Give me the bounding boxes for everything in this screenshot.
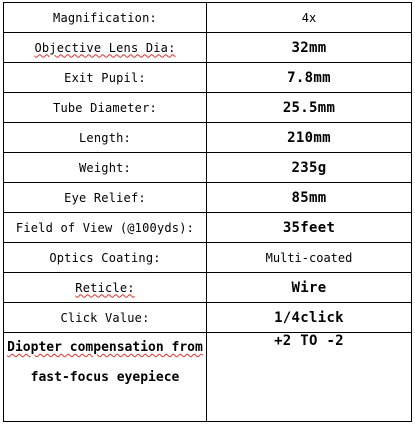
spec-value: 4x [207,3,412,33]
spec-table [3,2,412,422]
spec-row-weight [4,153,412,183]
spec-value: 25.5mm [207,93,412,123]
spec-value: 85mm [207,183,412,213]
spec-label: Click Value: [4,303,207,333]
spec-label-text: Reticle: [75,280,135,295]
spec-label-text: Objective Lens Dia: [34,40,176,55]
spec-row-field-of-view [4,213,412,243]
spec-label: Exit Pupil: [4,63,207,93]
diopter-label-line2: fast-focus eyepiece [30,370,180,385]
spec-row-magnification [4,3,412,33]
diopter-label-line1: Diopter compensation from [7,340,203,355]
spec-label: Eye Relief: [4,183,207,213]
spec-value: 235g [207,153,412,183]
spec-value: 1/4click [207,303,412,333]
diopter-label [4,333,207,422]
spec-value: 210mm [207,123,412,153]
spec-value: 7.8mm [207,63,412,93]
spec-row-click-value [4,303,412,333]
spec-row-objective-lens [4,33,412,63]
spec-row-eye-relief [4,183,412,213]
spec-label: Optics Coating: [4,243,207,273]
spec-value: Multi-coated [207,243,412,273]
spec-row-diopter [4,333,412,422]
spec-label: Length: [4,123,207,153]
spec-value: 32mm [207,33,412,63]
spec-row-optics-coating [4,243,412,273]
spec-row-tube-diameter [4,93,412,123]
spec-row-exit-pupil [4,63,412,93]
spec-value: 35feet [207,213,412,243]
spec-value: Wire [207,273,412,303]
spec-label: Magnification: [4,3,207,33]
spec-row-length [4,123,412,153]
spec-label: Field of View (@100yds): [4,213,207,243]
spec-label [4,273,207,303]
spec-label: Tube Diameter: [4,93,207,123]
diopter-value: +2 TO -2 [207,333,412,422]
spec-label [4,33,207,63]
spec-row-reticle [4,273,412,303]
spec-label: Weight: [4,153,207,183]
